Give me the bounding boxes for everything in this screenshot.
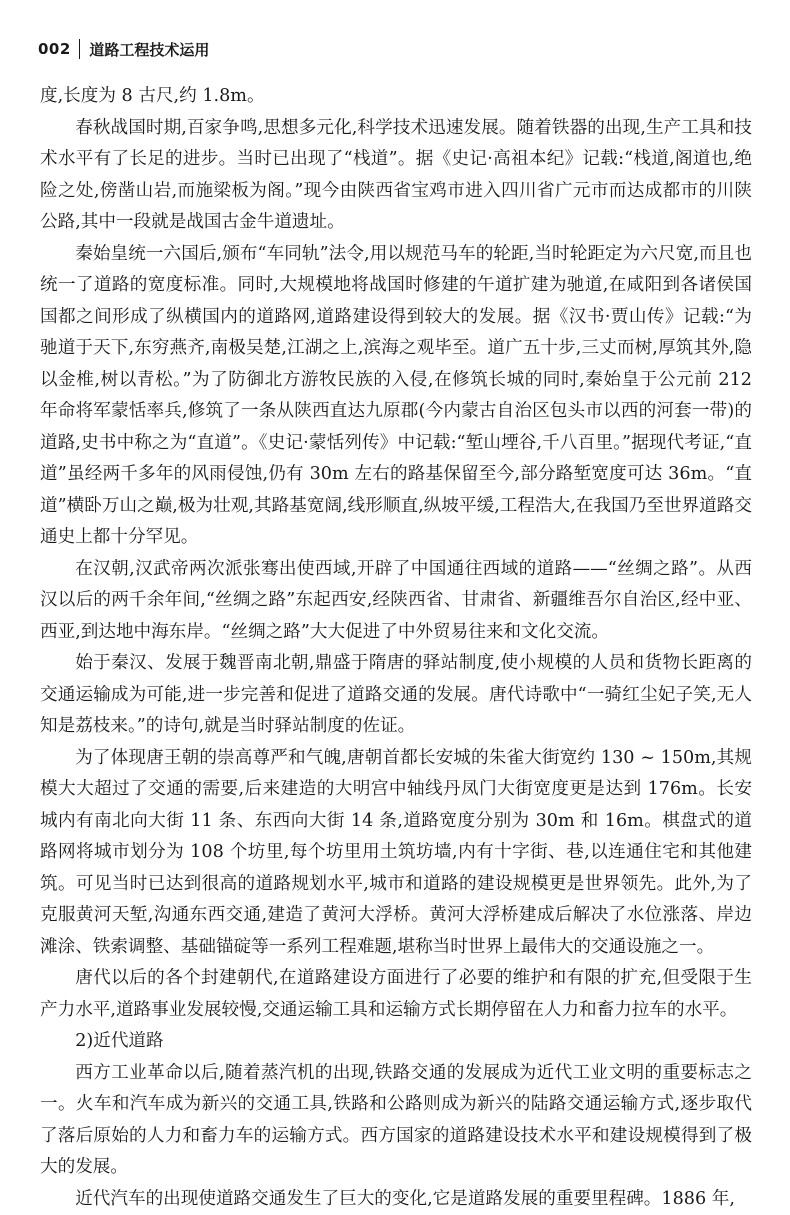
paragraph-qin-dynasty: 秦始皇统一六国后,颁布“车同轨”法令,用以规范马车的轮距,当时轮距定为六尺宽,而且也统一了道路的宽度标准。同时,大规模地将战国时修建的午道扩建为驰道,在咸阳到各诸侯国国都之间形成了纵横国内的道路网,道路建设得到较大的发展。据《汉书·贾山传》记载:“为驰道于天下,东穷燕齐,南极吴楚,江湖之上,滨海之观毕至。道广五十步,三丈而树,厚筑其外,隐以金椎,树以青松。”为了防御北方游牧民族的入侵,在修筑长城的同时,秦始皇于公元前 212 年命将军蒙恬率兵,修筑了一条从陕西直达九原郡(今内蒙古自治区包头市以西的河套一带)的道路,史书中称之为“直道”。《史记·蒙恬列传》中记载:“堑山堙谷,千八百里。”据现代考证,“直道”虽经两千多年的风雨侵蚀,仍有 30m 左右的路基保留至今,部分路堑宽度可达 36m。“直道”横卧万山之巅,极为壮观,其路基宽阔,线形顺直,纵坡平缓,工程浩大,在我国乃至世界道路交通史上都十分罕见。 bbox=[40, 239, 752, 554]
running-header bbox=[38, 37, 209, 61]
section-subheading: 2)近代道路 bbox=[40, 1026, 752, 1058]
paragraph-later-dynasties: 唐代以后的各个封建朝代,在道路建设方面进行了必要的维护和有限的扩充,但受限于生产力水平,道路事业发展较慢,交通运输工具和运输方式长期停留在人力和畜力拉车的水平。 bbox=[40, 963, 752, 1026]
paragraph-post-station: 始于秦汉、发展于魏晋南北朝,鼎盛于隋唐的驿站制度,使小规模的人员和货物长距离的交通运输成为可能,进一步完善和促进了道路交通的发展。唐代诗歌中“一骑红尘妃子笑,无人知是荔枝来。”的诗句,就是当时驿站制度的佐证。 bbox=[40, 648, 752, 743]
paragraph-industrial-revolution: 西方工业革命以后,随着蒸汽机的出现,铁路交通的发展成为近代工业文明的重要标志之一。火车和汽车成为新兴的交通工具,铁路和公路则成为新兴的陆路交通运输方式,逐步取代了落后原始的人力和畜力车的运输方式。西方国家的道路建设技术水平和建设规模得到了极大的发展。 bbox=[40, 1058, 752, 1184]
paragraph-tang-dynasty: 为了体现唐王朝的崇高尊严和气魄,唐朝首都长安城的朱雀大街宽约 130 ~ 150m,其规模大大超过了交通的需要,后来建造的大明宫中轴线丹凤门大街宽度更是达到 176m。长安城内有南北向大街 11 条、东西向大街 14 条,道路宽度分别为 30m 和 16m。棋盘式的道路网将城市划分为 108 个坊里,每个坊里用土筑坊墙,内有十字街、巷,以连通住宅和其他建筑。可见当时已达到很高的道路规划水平,城市和道路的建设规模更是世界领先。此外,为了克服黄河天堑,沟通东西交通,建造了黄河大浮桥。黄河大浮桥建成后解决了水位涨落、岸边滩涂、铁索调整、基础锚碇等一系列工程难题,堪称当时世界上最伟大的交通设施之一。 bbox=[40, 743, 752, 964]
paragraph-continued: 度,长度为 8 古尺,约 1.8m。 bbox=[40, 81, 752, 113]
paragraph-spring-autumn: 春秋战国时期,百家争鸣,思想多元化,科学技术迅速发展。随着铁器的出现,生产工具和技术水平有了长足的进步。当时已出现了“栈道”。据《史记·高祖本纪》记载:“栈道,阁道也,绝险之处,傍凿山岩,而施梁板为阁。”现今由陕西省宝鸡市进入四川省广元市而达成都市的川陕公路,其中一段就是战国古金牛道遗址。 bbox=[40, 113, 752, 239]
paragraph-automobile: 近代汽车的出现使道路交通发生了巨大的变化,它是道路发展的重要里程碑。1886 年, bbox=[40, 1184, 752, 1215]
page-number: 002 bbox=[38, 40, 71, 58]
paragraph-han-dynasty: 在汉朝,汉武帝两次派张骞出使西域,开辟了中国通往西域的道路——“丝绸之路”。从西汉以后的两千余年间,“丝绸之路”东起西安,经陕西省、甘肃省、新疆维吾尔自治区,经中亚、西亚,到达地中海东岸。“丝绸之路”大大促进了中外贸易往来和文化交流。 bbox=[40, 554, 752, 649]
header-divider bbox=[79, 39, 81, 59]
body-text bbox=[40, 81, 752, 1215]
chapter-title: 道路工程技术运用 bbox=[89, 39, 209, 60]
